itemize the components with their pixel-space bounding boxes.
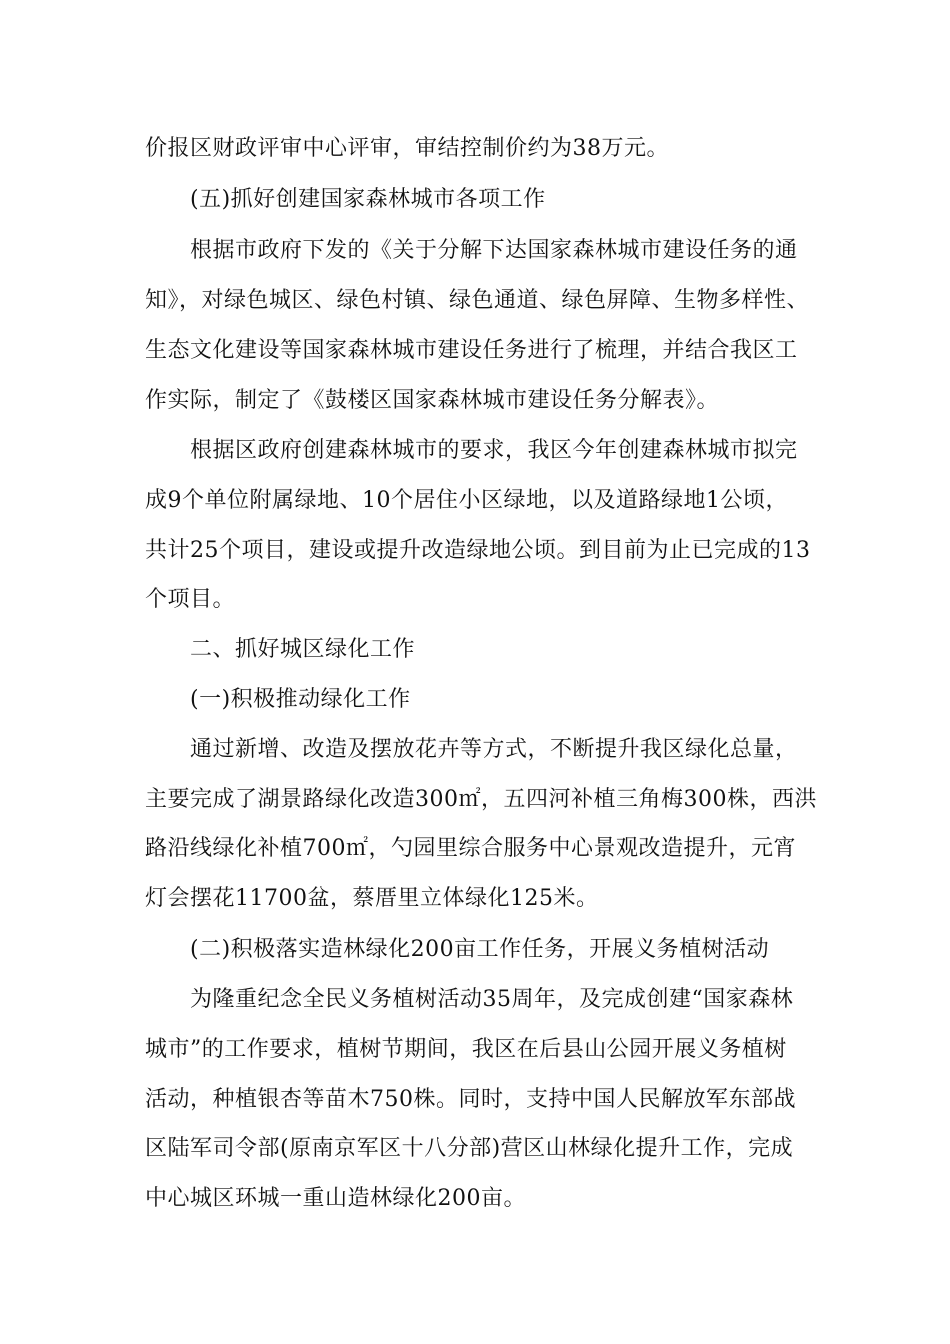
text-line: 个项目。	[145, 587, 236, 612]
text-line: 活动，种植银杏等苗木750株。同时，支持中国人民解放军东部战	[145, 1087, 796, 1112]
text-line: 知》，对绿色城区、绿色村镇、绿色通道、绿色屏障、生物多样性、	[145, 288, 810, 313]
text-line: 路沿线绿化补植700㎡，勺园里综合服务中心景观改造提升，元宵	[145, 836, 796, 861]
text-line: 成9个单位附属绿地、10个居住小区绿地，以及道路绿地1公顷，	[145, 488, 788, 513]
text-line: 作实际，制定了《鼓楼区国家森林城市建设任务分解表》。	[145, 388, 720, 413]
text-line: 主要完成了湖景路绿化改造300㎡，五四河补植三角梅300株，西洪	[145, 787, 817, 812]
text-line: 城市”的工作要求，植树节期间，我区在后县山公园开展义务植树	[145, 1037, 787, 1062]
text-line: 价报区财政评审中心评审，审结控制价约为38万元。	[145, 136, 669, 161]
text-line: 中心城区环城一重山造林绿化200亩。	[145, 1186, 526, 1211]
section-heading: 二、抓好城区绿化工作	[190, 637, 416, 662]
text-line: 根据市政府下发的《关于分解下达国家森林城市建设任务的通	[190, 238, 798, 263]
text-line: 共计25个项目，建设或提升改造绿地公顷。到目前为止已完成的13	[145, 538, 811, 563]
section-heading: (五)抓好创建国家森林城市各项工作	[190, 187, 546, 212]
section-heading: (二)积极落实造林绿化200亩工作任务，开展义务植树活动	[190, 937, 770, 962]
text-line: 灯会摆花11700盆，蔡厝里立体绿化125米。	[145, 886, 599, 911]
text-line: 区陆军司令部(原南京军区十八分部)营区山林绿化提升工作，完成	[145, 1136, 794, 1161]
text-line: 通过新增、改造及摆放花卉等方式，不断提升我区绿化总量，	[190, 737, 798, 762]
section-heading: (一)积极推动绿化工作	[190, 687, 411, 712]
text-line: 根据区政府创建森林城市的要求，我区今年创建森林城市拟完	[190, 438, 798, 463]
text-line: 为隆重纪念全民义务植树活动35周年，及完成创建“国家森林	[190, 987, 794, 1012]
text-line: 生态文化建设等国家森林城市建设任务进行了梳理，并结合我区工	[145, 338, 798, 363]
